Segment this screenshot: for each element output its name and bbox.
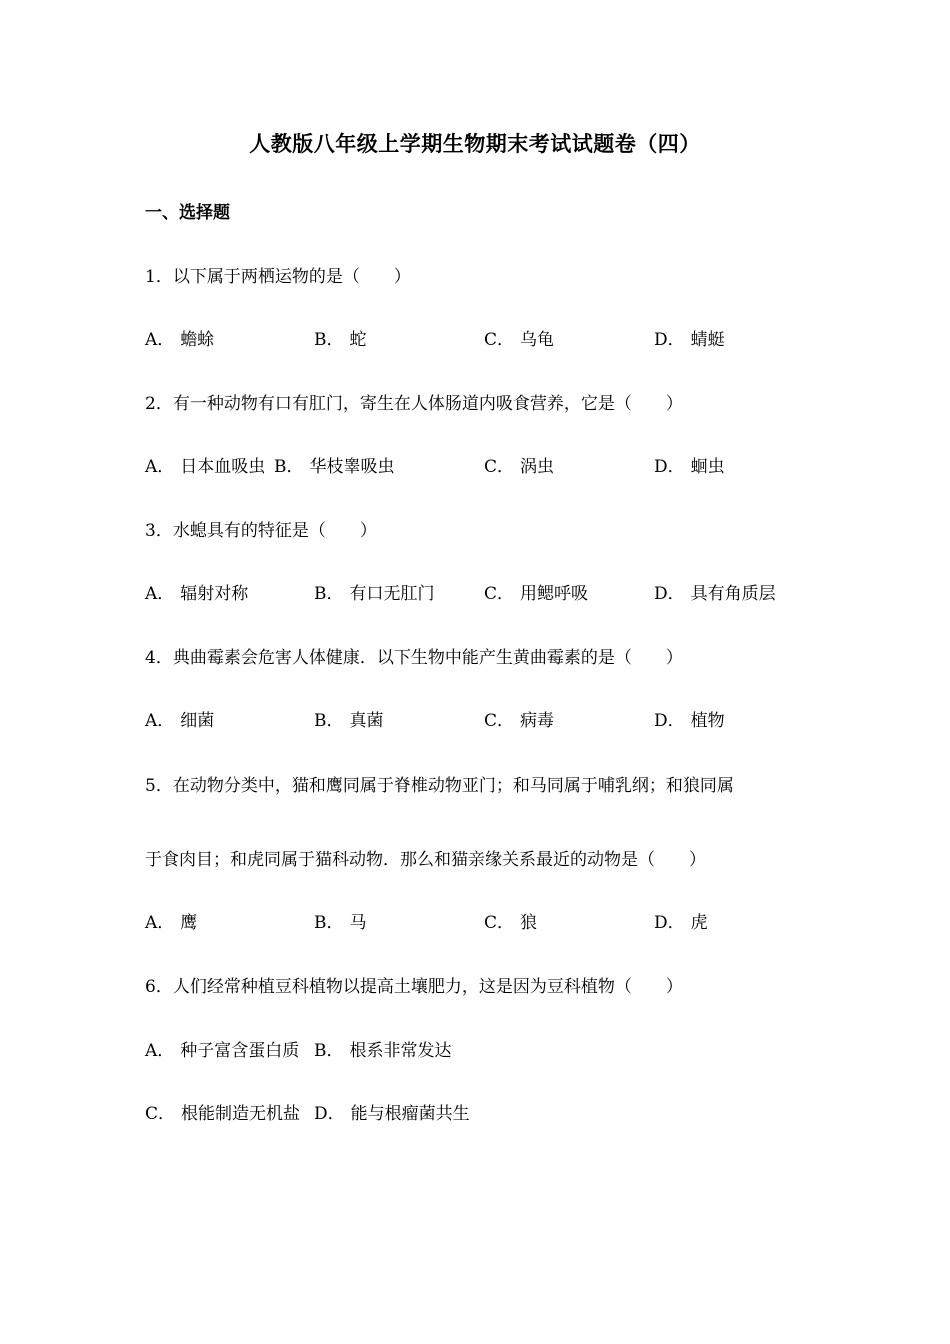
option-text: 鹰 — [180, 913, 198, 933]
q4-option-d[interactable] — [654, 706, 725, 731]
q5-option-b[interactable] — [314, 908, 367, 933]
option-label: C． — [484, 913, 515, 933]
option-label: D． — [654, 457, 685, 477]
question-4-stem: 4．典曲霉素会危害人体健康．以下生物中能产生黄曲霉素的是（ ） — [145, 648, 683, 668]
q1-option-b[interactable] — [314, 325, 367, 350]
question-3-stem: 3．水螅具有的特征是（ ） — [145, 521, 377, 541]
option-text: 能与根瘤菌共生 — [350, 1104, 470, 1124]
option-label: A． — [145, 330, 175, 350]
q4-option-b[interactable] — [314, 706, 384, 731]
q3-option-c[interactable] — [484, 579, 588, 604]
q5-option-c[interactable] — [484, 908, 537, 933]
q2-option-d[interactable] — [654, 452, 725, 477]
option-label: A． — [145, 584, 175, 604]
option-label: C． — [484, 711, 515, 731]
q6-option-b[interactable] — [314, 1036, 452, 1061]
option-text: 种子富含蛋白质 — [180, 1041, 300, 1061]
q6-option-a[interactable] — [145, 1036, 299, 1061]
option-text: 蛔虫 — [690, 457, 725, 477]
q5-option-d[interactable] — [654, 908, 708, 933]
option-label: D． — [654, 330, 685, 350]
option-text: 真菌 — [349, 711, 384, 731]
option-label: B． — [314, 711, 344, 731]
q2-option-a[interactable] — [145, 452, 265, 477]
option-text: 马 — [349, 913, 367, 933]
page-title: 人教版八年级上学期生物期末考试试题卷（四） — [249, 131, 701, 156]
section-heading: 一、选择题 — [145, 203, 230, 223]
option-label: B． — [274, 457, 304, 477]
option-label: C． — [145, 1104, 176, 1124]
q3-option-a[interactable] — [145, 579, 248, 604]
option-label: B． — [314, 330, 344, 350]
q5-option-a[interactable] — [145, 908, 197, 933]
q4-option-a[interactable] — [145, 706, 214, 731]
option-text: 具有角质层 — [690, 584, 776, 604]
question-6-stem: 6．人们经常种植豆科植物以提高土壤肥力，这是因为豆科植物（ ） — [145, 977, 683, 997]
option-label: B． — [314, 913, 344, 933]
option-text: 乌龟 — [520, 330, 555, 350]
option-label: C． — [484, 457, 515, 477]
q2-option-b[interactable] — [274, 452, 395, 477]
option-label: D． — [654, 913, 685, 933]
question-5-stem-line1: 5．在动物分类中，猫和鹰同属于脊椎动物亚门；和马同属于哺乳纲；和狼同属 — [145, 776, 734, 796]
option-label: B． — [314, 584, 344, 604]
option-text: 根系非常发达 — [349, 1041, 452, 1061]
q6-option-c[interactable] — [145, 1099, 300, 1124]
option-label: B． — [314, 1041, 344, 1061]
option-text: 根能制造无机盐 — [181, 1104, 301, 1124]
option-text: 有口无肛门 — [349, 584, 435, 604]
option-text: 日本血吸虫 — [180, 457, 266, 477]
option-text: 涡虫 — [520, 457, 555, 477]
q4-option-c[interactable] — [484, 706, 554, 731]
option-label: C． — [484, 584, 515, 604]
option-label: D． — [654, 584, 685, 604]
q2-option-c[interactable] — [484, 452, 554, 477]
q1-option-a[interactable] — [145, 325, 214, 350]
option-text: 病毒 — [520, 711, 555, 731]
q6-option-d[interactable] — [314, 1099, 470, 1124]
option-text: 植物 — [690, 711, 725, 731]
option-text: 华枝睾吸虫 — [309, 457, 395, 477]
q3-option-d[interactable] — [654, 579, 776, 604]
option-label: A． — [145, 913, 175, 933]
option-text: 蟾蜍 — [180, 330, 215, 350]
option-text: 辐射对称 — [180, 584, 249, 604]
q3-option-b[interactable] — [314, 579, 435, 604]
question-5-stem-line2: 于食肉目；和虎同属于猫科动物．那么和猫亲缘关系最近的动物是（ ） — [145, 850, 706, 870]
q1-option-d[interactable] — [654, 325, 725, 350]
option-label: A． — [145, 457, 175, 477]
option-text: 蛇 — [349, 330, 367, 350]
option-label: A． — [145, 1041, 175, 1061]
question-2-stem: 2．有一种动物有口有肛门，寄生在人体肠道内吸食营养，它是（ ） — [145, 394, 683, 414]
option-label: C． — [484, 330, 515, 350]
option-label: A． — [145, 711, 175, 731]
q1-option-c[interactable] — [484, 325, 554, 350]
option-text: 细菌 — [180, 711, 215, 731]
option-label: D． — [314, 1104, 345, 1124]
option-text: 蜻蜓 — [690, 330, 725, 350]
option-label: D． — [654, 711, 685, 731]
option-text: 用鳃呼吸 — [520, 584, 589, 604]
question-1-stem: 1．以下属于两栖运物的是（ ） — [145, 267, 411, 287]
option-text: 虎 — [690, 913, 708, 933]
option-text: 狼 — [520, 913, 538, 933]
